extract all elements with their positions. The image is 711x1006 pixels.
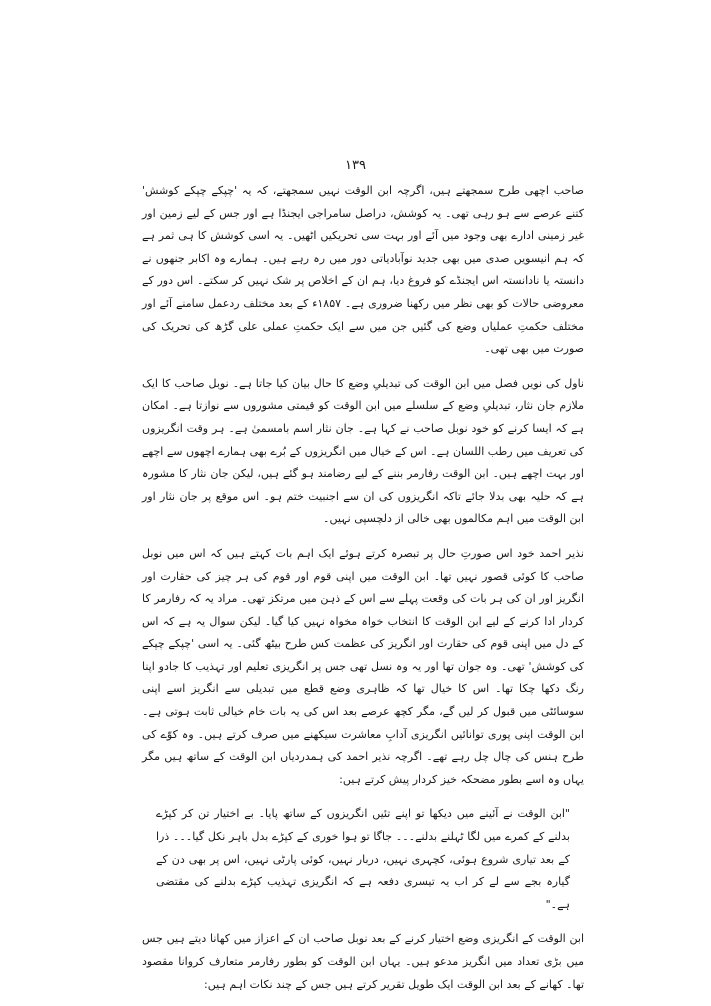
paragraph-1: صاحب اچھی طرح سمجھتے ہیں، اگرچہ ابن الوقت نہیں سمجھتے، کہ یہ 'چپکے چپکے کوشش' کتنے عرصے سے ہو رہی تھی۔ یہ کوشش، دراصل سامراجی ایجنڈا ہے اور جس کے لیے زمین اور غیر زمینی ادارے بھی وجود میں آئے اور بہت سی تحریکیں اٹھیں۔ یہ اسی کوشش کا ہی ثمر ہے کہ ہم انیسویں صدی میں بھی جدید نوآبادیاتی دور میں رہ رہے ہیں۔ ہمارے وہ اکابر جنھوں نے دانستہ یا نادانستہ اس ایجنڈے کو فروغ دیا، ہم ان کے اخلاص پر شک نہیں کر سکتے۔ اس دور کے معروضی حالات کو بھی نظر میں رکھنا ضروری ہے۔ ۱۸۵۷ء کے بعد مختلف ردعمل سامنے آئے اور مختلف حکمتِ عملیاں وضع کی گئیں جن میں سے ایک حکمتِ عملی علی گڑھ کی تحریک کی صورت میں بھی تھی۔ <box>142 184 584 356</box>
paragraph-3: نذیر احمد خود اس صورتِ حال پر تبصرہ کرتے ہوئے ایک اہم بات کہتے ہیں کہ اس میں نوبل صاحب کا کوئی قصور نہیں تھا۔ ابن الوقت میں اپنی قوم اور قوم کی ہر چیز کی حقارت اور انگریز اور ان کی ہر بات کی وقعت پہلے سے اس کے ذہن میں مرتکز تھی۔ مراد یہ کہ رفارمر کا کردار ادا کرنے کے لیے ابن الوقت کا انتخاب خواہ مخواہ نہیں کیا گیا۔ لیکن سوال یہ ہے کہ اس کے دل میں اپنی قوم کی حقارت اور انگریز کی عظمت کس طرح بیٹھ گئی۔ یہ اسی 'چپکے چپکے کی کوشش' تھی۔ وہ جوان تھا اور یہ وہ نسل تھی جس پر انگریزی تعلیم اور تہذیب کا جادو اپنا رنگ دکھا چکا تھا۔ اس کا خیال تھا کہ ظاہری وضع قطع میں تبدیلی سے انگریز اسے اپنی سوسائٹی میں قبول کر لیں گے، مگر کچھ عرصے بعد اس کی یہ بات خام خیالی ثابت ہوتی ہے۔ ابن الوقت اپنی پوری توانائیں انگریزی آدابِ معاشرت سیکھنے میں صرف کرتے ہیں۔ وہ کوّے کی طرح ہنس کی چال چل رہے تھے۔ اگرچہ نذیر احمد کی ہمدردیاں ابن الوقت کے ساتھ ہیں مگر یہاں وہ اسے بطور مضحکہ خیز کردار پیش کرتے ہیں: <box>142 546 584 786</box>
paragraph-2: ناول کی نویں فصل میں ابن الوقت کی تبدیلیِ وضع کا حال بیان کیا جاتا ہے۔ نوبل صاحب کا ایک ملازم جان نثار، تبدیلیِ وضع کے سلسلے میں ابن الوقت کو قیمتی مشوروں سے نوازتا ہے۔ امکان ہے کہ ایسا کرنے کو خود نوبل صاحب نے کہا ہے۔ جان نثار اسم بامسمیٰ ہے۔ ہر وقت انگریزوں کی تعریف میں رطب اللسان ہے۔ اس کے خیال میں انگریزوں کے بُرے بھی ہمارے اچھوں سے اچھے اور بہت اچھے ہیں۔ ابن الوقت رفارمر بننے کے لیے رضامند ہو گئے ہیں، لیکن جان نثار کا مشورہ ہے کہ حلیہ بھی بدلا جائے تاکہ انگریزوں کی ان سے اجنبیت ختم ہو۔ اس موقع پر جان نثار اور ابن الوقت میں اہم مکالموں بھی خالی از دلچسپی نہیں۔ <box>141 376 584 526</box>
page-number: ۱۳۹ <box>345 158 366 173</box>
page-body <box>142 180 584 1006</box>
paragraph-4: ابن الوقت کے انگریزی وضع اختیار کرنے کے بعد نوبل صاحب ان کے اعزاز میں کھانا دیتے ہیں جس میں بڑی تعداد میں انگریز مدعو ہیں۔ یہاں ابن الوقت کو بطور رفارمر متعارف کروانا مقصود تھا۔ کھانے کے بعد ابن الوقت ایک طویل تقریر کرتے ہیں جس کے چند نکات اہم ہیں: <box>142 932 584 991</box>
block-quote: "ابن الوقت نے آئینے میں دیکھا تو اپنے تئیں انگریزوں کے ساتھ پایا۔ بے اختیار تن کر کپڑے بدلنے کے کمرے میں لگا ٹہلنے بدلنے۔۔۔ جاگا تو ہوا خوری کے کپڑے بدل باہر نکل گیا۔۔۔ ذرا کے بعد تیاری شروع ہوئی، کچہری نہیں، دربار نہیں، کوئی پارٹی نہیں، اس پر بھی دن کے گیارہ بجے سے لے کر اب یہ تیسری دفعہ ہے کہ انگریزی تہذیب کپڑے بدلنے کی مقتضی ہے۔" <box>156 807 570 911</box>
